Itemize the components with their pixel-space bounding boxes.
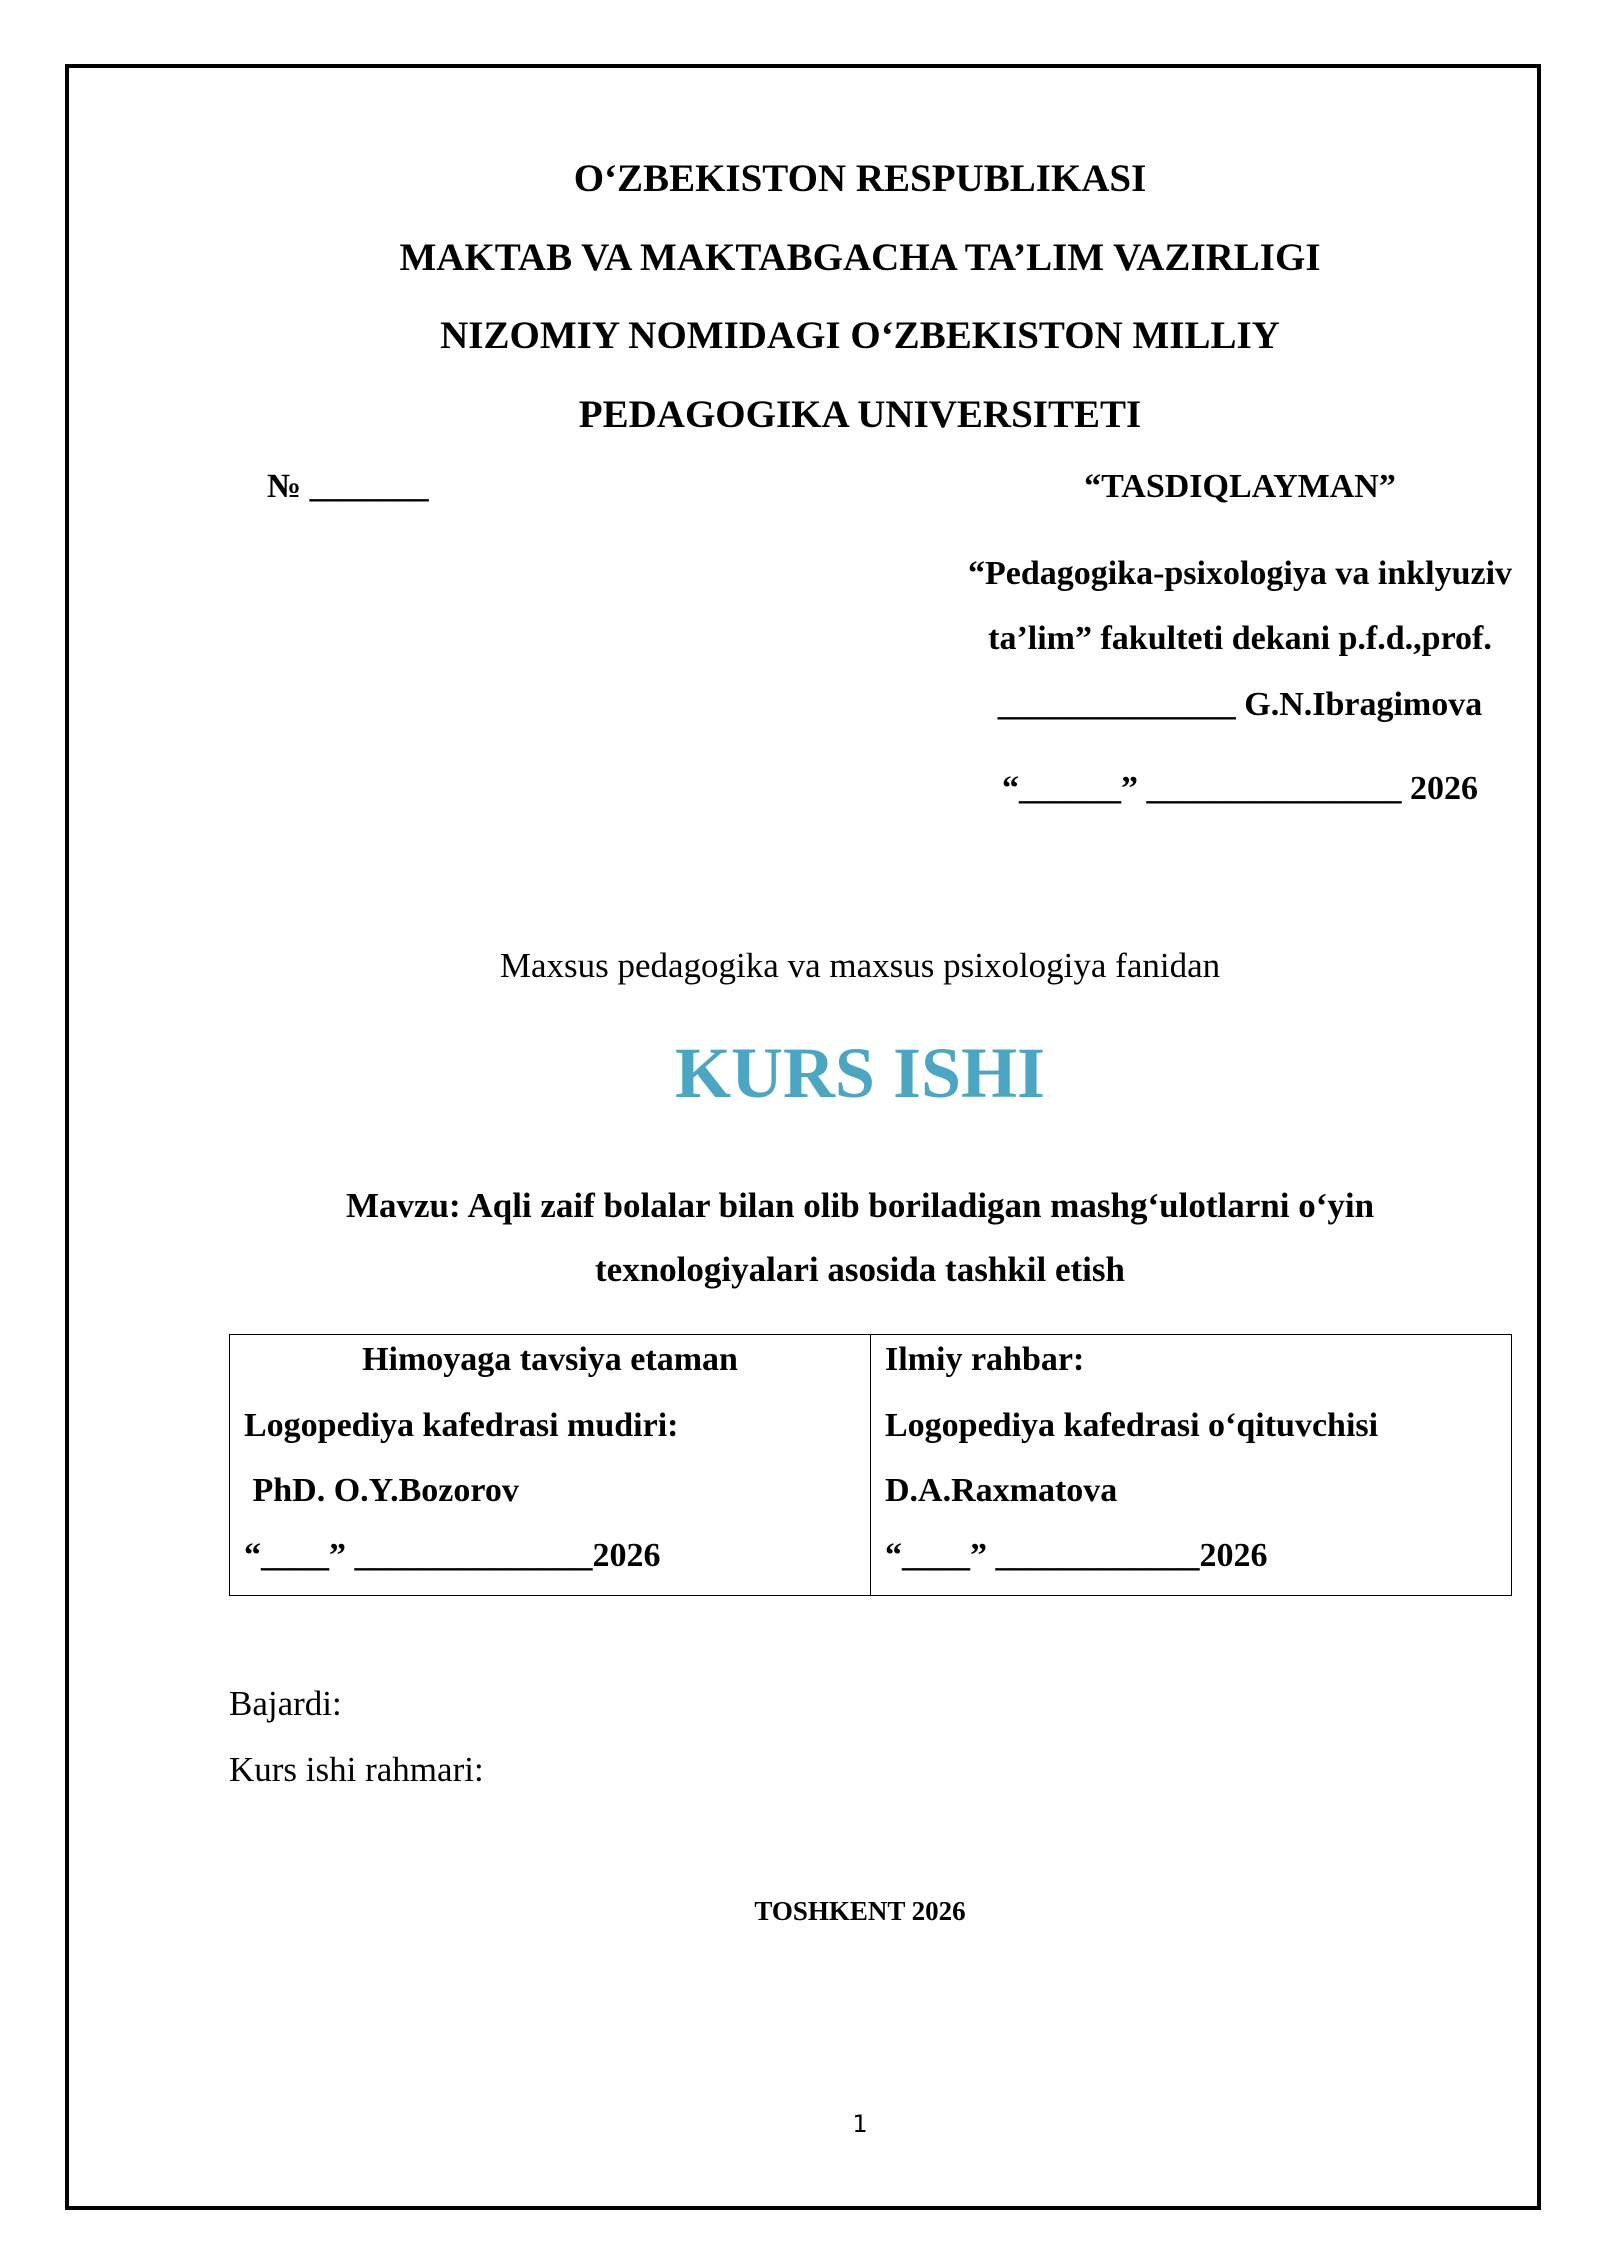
course-supervisor-label: Kurs ishi rahmari: bbox=[229, 1750, 484, 1789]
page-border bbox=[65, 64, 1541, 2210]
subject-line: Maxsus pedagogika va maxsus psixologiya fanidan bbox=[499, 946, 1221, 985]
document-type-title: KURS ISHI bbox=[674, 1033, 1046, 1113]
signature-table-divider bbox=[870, 1335, 871, 1595]
approval-line-date: “______” _______________ 2026 bbox=[1002, 770, 1478, 807]
header-line-ministry: MAKTAB VA MAKTABGACHA TA’LIM VAZIRLIGI bbox=[399, 236, 1321, 279]
page-number: 1 bbox=[852, 2110, 868, 2138]
header-line-university-2: PEDAGOGIKA UNIVERSITETI bbox=[578, 393, 1142, 436]
performed-by-label: Bajardi: bbox=[229, 1684, 342, 1723]
right-cell-date: “____” ____________2026 bbox=[885, 1537, 1268, 1574]
left-cell-recommendation: Himoyaga tavsiya etaman bbox=[362, 1341, 738, 1378]
left-cell-name: PhD. O.Y.Bozorov bbox=[244, 1472, 519, 1509]
document-number-field: № _______ bbox=[267, 468, 429, 505]
topic-line-2: texnologiyalari asosida tashkil etish bbox=[595, 1250, 1125, 1289]
right-cell-position: Logopediya kafedrasi o‘qituvchisi bbox=[885, 1407, 1379, 1444]
approval-line-signatory: ______________ G.N.Ibragimova bbox=[997, 686, 1483, 723]
signature-table bbox=[229, 1334, 1512, 1596]
topic-line-1: Mavzu: Aqli zaif bolalar bilan olib boriladigan mashg‘ulotlarni o‘yin bbox=[345, 1186, 1375, 1225]
right-cell-name: D.A.Raxmatova bbox=[885, 1472, 1118, 1509]
header-line-university-1: NIZOMIY NOMIDAGI O‘ZBEKISTON MILLIY bbox=[440, 314, 1280, 357]
approval-title: “TASDIQLAYMAN” bbox=[1084, 468, 1396, 505]
approval-line-faculty-1: “Pedagogika-psixologiya va inklyuziv bbox=[967, 555, 1513, 592]
header-line-country: O‘ZBEKISTON RESPUBLIKASI bbox=[573, 157, 1147, 200]
left-cell-position: Logopediya kafedrasi mudiri: bbox=[244, 1407, 679, 1444]
approval-line-faculty-2: ta’lim” fakulteti dekani p.f.d.,prof. bbox=[988, 620, 1492, 657]
right-cell-supervisor-label: Ilmiy rahbar: bbox=[885, 1341, 1085, 1378]
left-cell-date: “____” ______________2026 bbox=[244, 1537, 661, 1574]
city-year: TOSHKENT 2026 bbox=[754, 1896, 966, 1926]
